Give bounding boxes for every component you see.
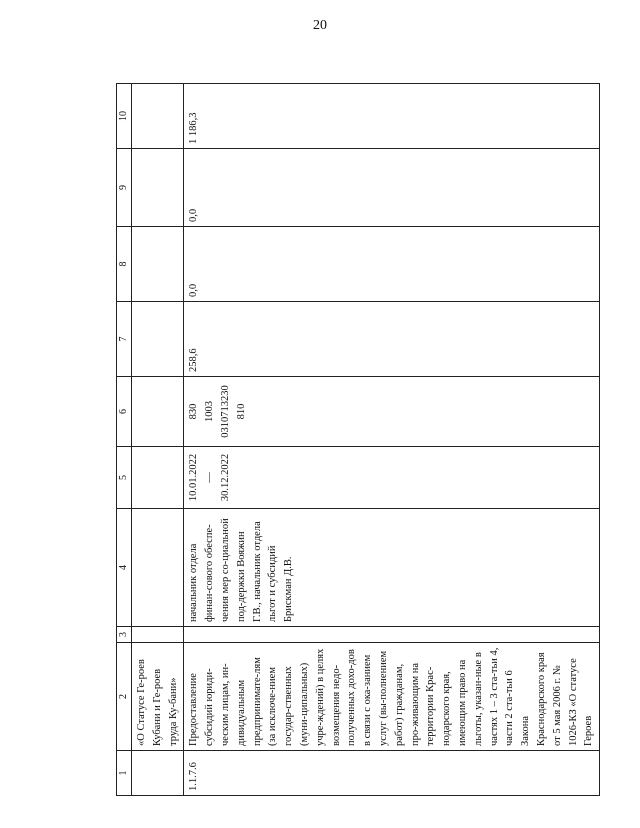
header-cell-1: 1 [117,751,132,796]
amount-col-8: 0,0 [184,227,600,302]
code-expense-type: 810 [235,403,247,420]
period-dash: — [204,472,216,483]
cell-empty [132,751,184,796]
period-end: 30.12.2022 [219,453,231,502]
period-start: 10.01.2022 [188,453,200,502]
cell-empty [132,227,184,302]
amount-col-9: 0,0 [184,149,600,227]
table-row [184,84,600,796]
cell-empty [132,84,184,149]
cell-empty [132,377,184,447]
cell-empty [132,302,184,377]
header-cell-3: 3 [117,627,132,643]
budget-codes-cell [184,377,600,447]
header-cell-5: 5 [117,447,132,509]
header-cell-4: 4 [117,509,132,627]
header-cell-10: 10 [117,84,132,149]
cell-empty [132,627,184,643]
header-cell-7: 7 [117,302,132,377]
header-row [117,84,132,796]
column-3-value [184,627,600,643]
code-section: 1003 [204,401,216,422]
cell-empty [132,509,184,627]
responsible-persons: начальник отдела финан-сового обеспе-чения мер со-циальной под-держки Вояжин Г.В., начальник отдела льгот и субсидий Брискман Д.В. [184,509,600,627]
code-target: 0310713230 [219,385,231,438]
header-cell-2: 2 [117,643,132,751]
header-cell-6: 6 [117,377,132,447]
item-number: 1.1.7.6 [184,751,600,796]
rotated-table-container [116,104,604,796]
page-number: 20 [313,18,327,33]
amount-col-7: 258,6 [184,302,600,377]
period-cell [184,447,600,509]
amount-col-10: 1 186,3 [184,84,600,149]
cell-empty [132,149,184,227]
header-cell-9: 9 [117,149,132,227]
code-ministry: 830 [188,403,200,420]
cell-empty [132,447,184,509]
law-title-continuation: «О Статусе Ге-роев Кубани и Ге-роев труда Ку-бани» [132,643,184,751]
budget-table [116,83,600,796]
header-cell-8: 8 [117,227,132,302]
measure-description: Предоставление субсидий юриди-ческим лицам, ин-дивидуальным предпринимате-лям (за исключе-нием государ-ственных (муни-ципальных) учре-ждений) в целях возмещения недо-полученных дохо-дов в связи с ока-занием услуг (вы-полнением работ) гражданам, про-живающим на территории Крас-нодарского края, имеющим право на льготы, указан-ные в частях 1 – 3 ста-тьи 4, части 2 ста-тьи 6 Закона Краснодарского края от 5 мая 2006 г. № 1026-КЗ «О статусе Героев [184,643,600,751]
table-row-continuation [132,84,184,796]
